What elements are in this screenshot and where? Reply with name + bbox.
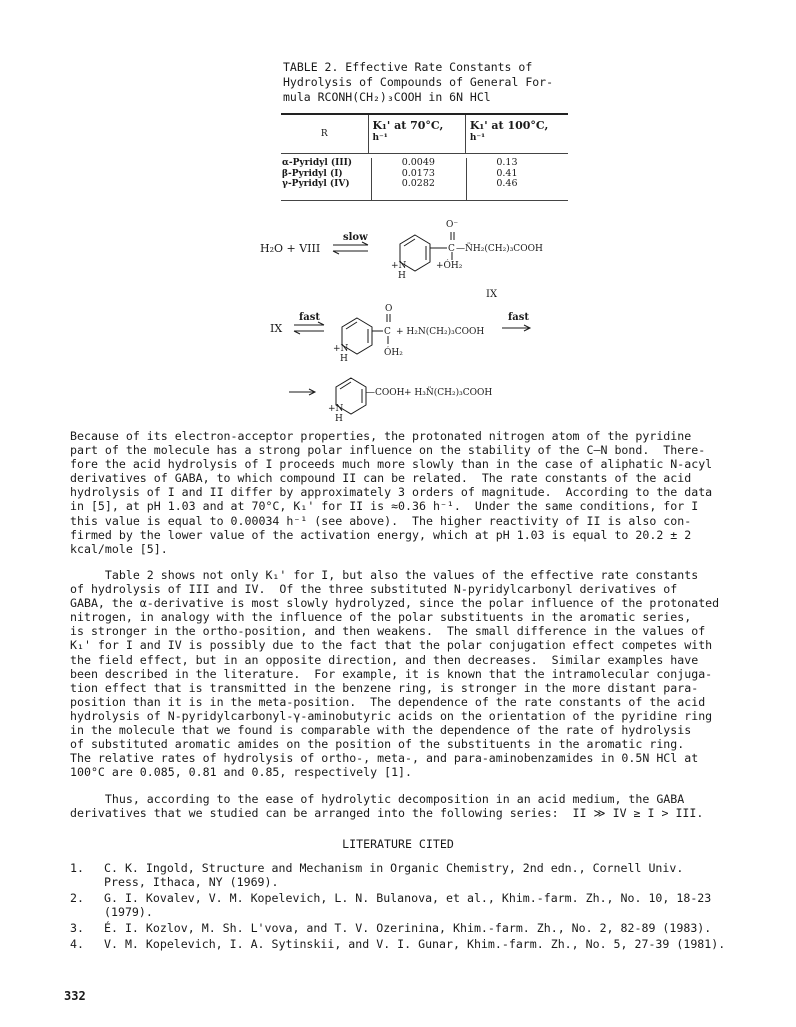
mid-product: + H₂N(CH₂)₃COOH bbox=[396, 327, 485, 337]
ix-label: IX bbox=[486, 289, 498, 300]
reference-list bbox=[70, 861, 760, 954]
ring3-n-plus: +N bbox=[328, 404, 344, 414]
ix-left-label: IX bbox=[270, 322, 283, 335]
reference-item bbox=[70, 937, 760, 951]
reference-text: V. M. Kopelevich, I. A. Sytinskii, and V. I. Gunar, Khim.-farm. Zh., No. 5, 27-39 (1981). bbox=[104, 937, 726, 952]
protonated-water: +ÓH₂ bbox=[436, 261, 463, 271]
scheme-lines bbox=[289, 232, 530, 414]
ix-chain: —N̈H₂(CH₂)₃COOH bbox=[456, 244, 543, 254]
cell-k100: 0.13 bbox=[496, 157, 518, 168]
reference-text: C. K. Ingold, Structure and Mechanism in Organic Chemistry, 2nd edn., Cornell Univ. Press, Ithaca, NY (1969). bbox=[104, 861, 684, 890]
reference-item bbox=[70, 921, 760, 935]
carbonyl-c: C bbox=[448, 244, 455, 254]
slow-label: slow bbox=[343, 232, 368, 243]
reference-number: 1. bbox=[70, 861, 84, 875]
cell-k100: 0.46 bbox=[496, 178, 518, 189]
header-k100-unit: h⁻¹ bbox=[469, 133, 486, 143]
cell-k70: 0.0282 bbox=[401, 178, 435, 189]
reference-number: 2. bbox=[70, 891, 84, 906]
cell-k70: 0.0049 bbox=[401, 157, 435, 168]
carbonyl-o: O bbox=[385, 304, 393, 314]
header-r: R bbox=[320, 129, 328, 139]
page-number: 332 bbox=[64, 989, 86, 1003]
paragraph: Thus, according to the ease of hydrolytic decomposition in an acid medium, the GABA derivatives that we studied can be arranged into the following series: II ≫ IV ≥ I > III. bbox=[70, 792, 704, 821]
reactants-label: H₂O + VIII bbox=[260, 242, 321, 255]
header-k70-label: K₁' at 70°C, bbox=[372, 119, 444, 132]
final-product: + H₃N̈(CH₂)₃COOH bbox=[404, 388, 493, 398]
oxide-label: O⁻ bbox=[446, 220, 459, 230]
reaction-scheme bbox=[0, 0, 796, 430]
reference-number: 3. bbox=[70, 921, 84, 936]
paragraph: Because of its electron-acceptor properties, the protonated nitrogen atom of the pyridine part of the molecule has a strong polar influence on the stability of the C–N bond. There- fore the acid hydrolysis of I proceeds much more slowly than in the case of aliphatic N-acyl derivatives of GABA, to which compound II can be related. The rate constants of the acid hydrolysis of I and II differ by approximately 3 orders of magnitude. According to the data in [5], at pH 1.03 and at 70°C, K₁' for II is ≈0.36 h⁻¹. Under the same conditions, for I this value is equal to 0.00034 h⁻¹ (see above). The higher reactivity of II is also con- firmed by the lower value of the activation energy, which at pH 1.03 is equal to 20.2 ± 2 kcal/mole [5]. bbox=[70, 429, 713, 556]
carbonyl-c-2: C bbox=[384, 327, 391, 337]
reference-number: 4. bbox=[70, 937, 84, 952]
ring-n-h: H bbox=[398, 271, 406, 281]
fast-label-left: fast bbox=[299, 312, 321, 323]
paragraph: Table 2 shows not only K₁' for I, but also the values of the effective rate constants of hydrolysis of III and IV. Of the three substituted N-pyridylcarbonyl derivatives of GABA, the α-derivative is most slowly hydrolyzed, since the polar influence of the protonated nitrogen, in analogy with the influence of the polar substituents in the aromatic series, is stronger in the ortho-position, and then weakens. The small difference in the values of K₁' for I and IV is possibly due to the fact that the polar conjugation effect competes with the field effect, but in an opposite direction, and then decreases. Similar examples have been described in the literature. For example, it is known that the intramolecular conjuga- tion effect that is transmitted in the benzene ring, is stronger in the more distant para- position than it is in the meta-position. The dependence of the rate constants of the acid hydrolysis of N-pyridylcarbonyl-γ-aminobutyric acids on the orientation of the pyridine ring in the molecule that we found is comparable with the dependence of the rate of hydrolysis of substituted aromatic amides on the position of the substituents in the aromatic ring. The relative rates of hydrolysis of ortho-, meta-, and para-aminobenzamides in 0.5N HCl at 100°C are 0.085, 0.81 and 0.85, respectively [1]. bbox=[70, 568, 720, 780]
reference-text: G. I. Kovalev, V. M. Kopelevich, L. N. Bulanova, et al., Khim.-farm. Zh., No. 10, 18-23 (1979). bbox=[104, 891, 712, 920]
water-ligand: ÓH₂ bbox=[384, 348, 403, 358]
cell-k100: 0.41 bbox=[496, 167, 518, 179]
cell-r: β-Pyridyl (I) bbox=[282, 168, 343, 179]
cell-k70: 0.0173 bbox=[401, 167, 435, 179]
ring2-n-plus: +N bbox=[333, 344, 349, 354]
ring-n-plus: +N bbox=[391, 261, 407, 271]
header-k70-unit: h⁻¹ bbox=[372, 133, 388, 143]
carboxylic-acid: —COOH bbox=[366, 388, 405, 398]
reference-item bbox=[70, 891, 760, 919]
ring2-n-h: H bbox=[340, 354, 348, 364]
reference-text: É. I. Kozlov, M. Sh. L'vova, and T. V. Ozerinina, Khim.-farm. Zh., No. 2, 82-89 (1983). bbox=[104, 921, 712, 936]
ring3-n-h: H bbox=[335, 414, 343, 424]
header-k100-label: K₁' at 100°C, bbox=[469, 119, 549, 132]
literature-cited-heading: LITERATURE CITED bbox=[342, 837, 454, 851]
reference-item bbox=[70, 861, 760, 889]
cell-r: γ-Pyridyl (IV) bbox=[282, 179, 350, 189]
table-caption: TABLE 2. Effective Rate Constants of Hydrolysis of Compounds of General For- mula RCONH(CH₂)₃COOH in 6N HCl bbox=[283, 60, 554, 104]
cell-r: α-Pyridyl (III) bbox=[282, 158, 353, 168]
fast-label-right: fast bbox=[508, 312, 530, 323]
